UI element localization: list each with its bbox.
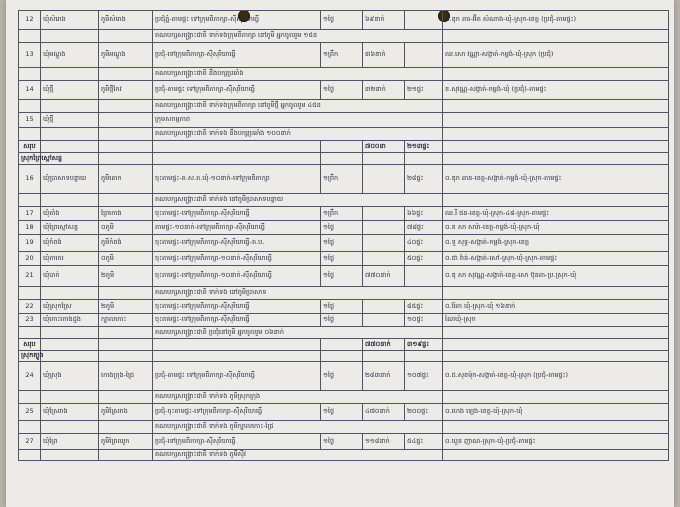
table-cell: 12 [19, 11, 41, 30]
table-cell: ១ថ្ងៃ [321, 252, 363, 266]
table-cell: ចុះតាមផ្ទះ-ទៅក្រុមពិភាក្សា-ស៊ីសុរិយាធ្វើ [153, 300, 321, 314]
table-row [19, 404, 669, 421]
table-cell [99, 391, 153, 404]
table-row [19, 252, 669, 266]
table-cell [41, 194, 99, 207]
table-cell: 17 [19, 207, 41, 221]
table-cell: ២ភូមិ [99, 300, 153, 314]
table-cell: ប្រជុំភ្នំ-តាមផ្ទះ ទៅក្រុមពិភាក្សា-ស៊ីសុរិយាធ្វើ [153, 11, 321, 30]
table-cell: ២០០ផ្ទះ [405, 404, 443, 421]
table-cell: ឃុំអណ្តូង [41, 43, 99, 68]
table-cell: គណបក្សសង្គ្រោះជាតិ ទាក់ទង នៅភូមិប្រាសាទ [153, 287, 443, 300]
table-cell: ១០៧ផ្ទះ [405, 362, 443, 391]
table-cell: ១ថ្ងៃ [321, 434, 363, 450]
table-cell: ភូមិកំពង់ [99, 235, 153, 252]
table-cell: ០.ជ.សុខម៉ុក-សង្កាត់-ខេត្ត-ឃុំ-ស្រុក (ប្រជុំ-តាមផ្ទះ) [443, 362, 669, 391]
table-row [19, 300, 669, 314]
table-row [19, 362, 669, 391]
table-cell [99, 141, 153, 153]
table-cell [363, 207, 405, 221]
table-cell: ០.រ៉ែគា ឃុំ-ស្រុក-ឃុំ ១៦នាក់ [443, 300, 669, 314]
table-row [19, 327, 669, 339]
table-cell [443, 450, 669, 461]
table-cell [41, 128, 99, 141]
table-cell [41, 287, 99, 300]
table-cell [99, 450, 153, 461]
table-cell [443, 327, 669, 339]
table-cell: ១០ផ្ទះ [405, 314, 443, 327]
table-cell: ប្រជុំ-ចុះតាមផ្ទះ-ទៅក្រុមពិភាក្សា-ស៊ីសុរិយាធ្វើ [153, 404, 321, 421]
table-cell [363, 300, 405, 314]
table-cell: កោងក្រុង-ជ្រៃ [99, 362, 153, 391]
table-cell: ចុះតាមផ្ទះ-ទៅក្រុមពិភាក្សា-ស៊ីសុរិយាធ្វើ [153, 314, 321, 327]
table-cell: ១ព្រឹក [321, 165, 363, 194]
table-cell [321, 153, 363, 165]
table-row [19, 434, 669, 450]
table-row [19, 43, 669, 68]
table-cell: ១ថ្ងៃ [321, 11, 363, 30]
table-cell [153, 141, 321, 153]
table-cell: ចុះតាមផ្ទះ-ទៅក្រុមពិភាក្សា-១០នាក់-ស៊ីសុរិយាធ្វើ [153, 266, 321, 287]
table-cell [41, 100, 99, 113]
table-cell: ឃុំព្រៃ [41, 434, 99, 450]
table-cell: ឃុំថ្មី [41, 81, 99, 100]
table-cell: 15 [19, 113, 41, 128]
table-cell: ភូមិសំរោង [99, 11, 153, 30]
table-cell: គណបក្សសង្គ្រោះជាតិ ទាក់ទង នៅភូមិប្រាសាទបន្ទាយ [153, 194, 443, 207]
table-cell [99, 30, 153, 43]
table-cell [41, 421, 99, 434]
table-cell [443, 30, 669, 43]
table-cell [443, 113, 669, 128]
table-cell: 23 [19, 314, 41, 327]
table-cell: ០ភូមិ [99, 252, 153, 266]
table-cell: 14 [19, 81, 41, 100]
table-cell: ក្បាលកោះ [99, 314, 153, 327]
table-cell [321, 351, 363, 362]
table-cell: ស្រុកត្បូង [19, 351, 41, 362]
table-cell [99, 128, 153, 141]
table-cell: ឃុំសំរោង [41, 11, 99, 30]
table-row [19, 314, 669, 327]
table-cell: ០.ឃួន ញាណ-ស្រុក-ឃុំ-ប្រជុំ-តាមផ្ទះ [443, 434, 669, 450]
table-cell: ១ថ្ងៃ [321, 266, 363, 287]
table-cell [443, 339, 669, 351]
table-cell: ឃុំស្រែរាង [41, 404, 99, 421]
table-cell: ១ថ្ងៃ [321, 221, 363, 235]
table-cell [19, 100, 41, 113]
table-cell: ០.ខ សា សារ៉ា-ខេត្ត-កម្ពង់-ឃុំ-ស្រុក-ឃុំ [443, 221, 669, 235]
table-cell: ១ព្រឹក [321, 43, 363, 68]
table-row [19, 128, 669, 141]
table-row [19, 11, 669, 30]
table-cell: ៥០ផ្ទះ [405, 252, 443, 266]
table-cell: 16 [19, 165, 41, 194]
table-cell: គណបក្សសង្គ្រោះជាតិ ប្រជុំនៅភូមិ អ្នកចូលរួម ០៦នាក់ [153, 327, 443, 339]
table-cell: ឃុំកំពង់ [41, 235, 99, 252]
table-row [19, 153, 669, 165]
table-cell [19, 327, 41, 339]
table-cell: សរុប [19, 141, 41, 153]
table-cell: ឃុំស្រុង [41, 362, 99, 391]
table-cell: 20 [19, 252, 41, 266]
table-cell: ឃុំស្រុកស្រែ [41, 300, 99, 314]
table-cell [99, 287, 153, 300]
document-sheet [6, 0, 674, 507]
table-cell: ៣២នាក់ [363, 81, 405, 100]
table-cell: ឃុំបាក់ [41, 266, 99, 287]
table-cell: ២ភូមិ [99, 266, 153, 287]
table-row [19, 68, 669, 81]
table-cell: ១ព្រឹក [321, 207, 363, 221]
table-cell: ឃុំព្រៃស្តៅសន្ទ [41, 221, 99, 235]
table-cell: គណបក្សសង្គ្រោះជាតិ ទាក់ទង នឹងបក្សប្រឆាំង ១០០នាក់ [153, 128, 443, 141]
activity-table [18, 10, 669, 461]
table-row [19, 287, 669, 300]
table-row [19, 100, 669, 113]
table-cell [99, 68, 153, 81]
table-cell: ព្រៃកោង [99, 207, 153, 221]
table-cell: ប្រជុំ-តាមផ្ទះ ទៅក្រុមពិភាក្សា-ស៊ីសុរិយាធ្វើ [153, 81, 321, 100]
table-cell: ខ.សុវណ្ណ-សង្កាត់-កម្ពង់-ឃុំ (ប្រជុំ)-តាមផ្ទះ [443, 81, 669, 100]
table-cell [405, 11, 443, 30]
table-cell [321, 141, 363, 153]
table-cell: ០.ហេង ឡេង-ខេត្ត-ឃុំ-ស្រុក-ឃុំ [443, 404, 669, 421]
table-cell [443, 68, 669, 81]
table-row [19, 165, 669, 194]
table-cell: ៦៩នាក់ [363, 11, 405, 30]
table-cell [443, 421, 669, 434]
table-cell: ក្រុមសកម្មភាព [153, 113, 443, 128]
table-cell: ៨៥ផ្ទះ [405, 300, 443, 314]
table-cell: ភូមិព្រៃឈូក [99, 434, 153, 450]
table-cell [405, 266, 443, 287]
table-cell: គណបក្សសង្គ្រោះជាតិ នឹងបក្សប្រឆាំង [153, 68, 443, 81]
table-cell [99, 327, 153, 339]
table-cell: ៧០០នា [363, 141, 405, 153]
table-cell: 25 [19, 404, 41, 421]
table-cell: ចុះតាមផ្ទះ-គ.ស.ត.ឃុំ-១០នាក់-ទៅក្រុមពិភាក្សា [153, 165, 321, 194]
table-cell [19, 421, 41, 434]
table-cell: ភូមិស្រែរាង [99, 404, 153, 421]
table-cell: ភូមិគោក [99, 165, 153, 194]
table-cell: ១១៨នាក់ [363, 434, 405, 450]
table-cell: ឃុំកោះកោងដូង [41, 314, 99, 327]
table-cell: 21 [19, 266, 41, 287]
table-cell: ០.ឌុក គារ-អ៊ីត សំណាង-ឃុំ-ស្រុក-ខេត្ត (ប្រជុំ-តាមផ្ទះ) [443, 11, 669, 30]
table-cell: 19 [19, 235, 41, 252]
table-cell: សរុប [19, 339, 41, 351]
table-cell [41, 68, 99, 81]
table-cell [99, 153, 153, 165]
table-cell [153, 351, 321, 362]
table-row [19, 351, 669, 362]
table-cell: ឈ.សោ វណ្ណា-សង្កាត់-កម្ពង់-ឃុំ-ស្រុក (ប្រជុំ) [443, 43, 669, 68]
table-cell: ២៨៣នាក់ [363, 362, 405, 391]
table-cell [19, 68, 41, 81]
table-cell [363, 235, 405, 252]
table-row [19, 30, 669, 43]
table-row [19, 450, 669, 461]
table-cell [99, 339, 153, 351]
table-cell: គណបក្សសង្គ្រោះជាតិ ទាក់ទង ភូមិស៊ីវ [153, 450, 443, 461]
table-row [19, 266, 669, 287]
table-cell: តាមផ្ទះ-១០នាក់-ទៅក្រុមពិភាក្សា-ស៊ីសុរិយាធ្វើ [153, 221, 321, 235]
table-cell [19, 450, 41, 461]
table-cell: គណបក្សសង្គ្រោះជាតិ ទាក់ទងក្រុមពិភាក្សា នៅភូមិ អ្នកចូលរួម ១៥ន [153, 30, 443, 43]
table-cell [19, 287, 41, 300]
table-cell [443, 141, 669, 153]
table-cell [405, 43, 443, 68]
table-cell [405, 153, 443, 165]
table-cell [443, 391, 669, 404]
table-cell: គណបក្សសង្គ្រោះជាតិ ទាក់ទង ភូមិស្រុកក្រុង [153, 391, 443, 404]
table-cell [443, 128, 669, 141]
table-row [19, 207, 669, 221]
table-cell [41, 339, 99, 351]
table-row [19, 391, 669, 404]
table-cell [41, 327, 99, 339]
table-cell: ឃុំថ្មី [41, 113, 99, 128]
table-cell [99, 421, 153, 434]
table-row [19, 339, 669, 351]
table-cell: ២១ផ្ទះ [405, 81, 443, 100]
table-cell [19, 391, 41, 404]
table-cell: ប្រជុំ-តាមផ្ទះ ទៅក្រុមពិភាក្សា-ស៊ីសុរិយាធ្វើ [153, 362, 321, 391]
table-cell: ១ថ្ងៃ [321, 300, 363, 314]
table-cell [19, 194, 41, 207]
table-row [19, 421, 669, 434]
table-cell [363, 314, 405, 327]
table-cell: ចុះតាមផ្ទះ-ទៅក្រុមពិភាក្សា-១០នាក់-ស៊ីសុរិយាធ្វើ [153, 252, 321, 266]
table-cell: ៦៦ផ្ទះ [405, 207, 443, 221]
table-cell [321, 339, 363, 351]
table-cell: 24 [19, 362, 41, 391]
table-cell [19, 30, 41, 43]
table-cell: ២១៣ផ្ទះ [405, 141, 443, 153]
table-cell: 18 [19, 221, 41, 235]
table-cell [443, 194, 669, 207]
table-cell: 27 [19, 434, 41, 450]
table-cell: ១ថ្ងៃ [321, 314, 363, 327]
table-cell [153, 339, 321, 351]
table-cell [99, 351, 153, 362]
table-cell [41, 351, 99, 362]
table-cell: ០.ឌុ សា សុវណ្ណ-សង្កាត់-ខេត្ត-សោ ប៊ុនគា-ប្រ.ស្រុក-ឃុំ [443, 266, 669, 287]
table-row [19, 221, 669, 235]
table-cell: ០.ជា វ៉ាន់-សង្កាត់-សៅ-ស្រុក-ឃុំ-ស្រុក-តាមផ្ទះ [443, 252, 669, 266]
table-cell: ០.ទូ សុទ្ធ-សង្កាត់-កម្ពង់-ស្រុក-ខេត្ត [443, 235, 669, 252]
table-cell [363, 351, 405, 362]
table-cell [443, 100, 669, 113]
table-cell: ១ថ្ងៃ [321, 235, 363, 252]
table-cell: 22 [19, 300, 41, 314]
table-cell: ឃុំប្រាសាទបន្ទាយ [41, 165, 99, 194]
table-cell: ចុះតាមផ្ទះ-ទៅក្រុមពិភាក្សា-ស៊ីសុរិយាធ្វើ [153, 207, 321, 221]
table-cell [19, 128, 41, 141]
table-cell: ០ភូមិ [99, 221, 153, 235]
table-cell: ៣៦នាក់ [363, 43, 405, 68]
table-cell: ស្រុកព្រៃស្តៅសន្ទ [19, 153, 41, 165]
table-cell: ចុះតាមផ្ទះ-ទៅក្រុមពិភាក្សា-ស៊ីសុរិយាធ្វើ-គ.ប. [153, 235, 321, 252]
table-cell [41, 141, 99, 153]
table-cell: ១ថ្ងៃ [321, 362, 363, 391]
table-cell [363, 252, 405, 266]
table-row [19, 141, 669, 153]
table-cell: ៤០ផ្ទះ [405, 235, 443, 252]
table-cell [99, 113, 153, 128]
table-cell: ភូមិអណ្តូង [99, 43, 153, 68]
table-row [19, 235, 669, 252]
table-cell [99, 194, 153, 207]
table-cell: ១ថ្ងៃ [321, 81, 363, 100]
table-cell [363, 165, 405, 194]
table-cell: ២៨ផ្ទះ [405, 165, 443, 194]
table-cell: 13 [19, 43, 41, 68]
table-cell: ឃុំតាំង [41, 207, 99, 221]
table-cell: ១ថ្ងៃ [321, 404, 363, 421]
table-cell: ៧៨ផ្ទះ [405, 221, 443, 235]
table-cell: ៧៧០នាក់ [363, 339, 405, 351]
table-cell [153, 153, 321, 165]
table-cell: ប្រជុំ-ទៅក្រុមពិភាក្សា-ស៊ីសុរិយាធ្វើ [153, 43, 321, 68]
table-cell [363, 153, 405, 165]
table-cell: ប្រជុំ-ទៅក្រុមពិភាក្សា-ស៊ីសុរិយាធ្វើ [153, 434, 321, 450]
table-cell [443, 153, 669, 165]
table-cell: ៤៧០នាក់ [363, 404, 405, 421]
table-cell: ៥៤ផ្ទះ [405, 434, 443, 450]
table-cell [41, 450, 99, 461]
table-cell [405, 351, 443, 362]
table-cell: ណៃឃុំ-ស្រុក [443, 314, 669, 327]
table-cell [443, 287, 669, 300]
table-cell [363, 221, 405, 235]
table-cell: ឈ.រី ផន-ខេត្ត-ឃុំ-ស្រុក-៤៨-ស្រុក-តាមផ្ទះ [443, 207, 669, 221]
table-cell [443, 351, 669, 362]
table-cell: ៣១៩ផ្ទះ [405, 339, 443, 351]
table-cell: គណបក្សសង្គ្រោះជាតិ ទាក់ទងក្រុមពិភាក្សា នៅភូមិថ្មី អ្នកចូលរួម ៤៥ន [153, 100, 443, 113]
table-row [19, 113, 669, 128]
table-row [19, 81, 669, 100]
table-cell [41, 391, 99, 404]
table-cell: ៧៧០នាក់ [363, 266, 405, 287]
table-cell: គណបក្សសង្គ្រោះជាតិ ទាក់ទង ភូមិក្បាលកោះ-ជ្រៃ [153, 421, 443, 434]
table-row [19, 194, 669, 207]
table-cell [99, 100, 153, 113]
table-cell: ភូមិថ្មីកែវ [99, 81, 153, 100]
table-cell: ០.ឌុក ឆាន-ខេត្ត-សង្កាត់-កម្ពង់-ឃុំ-ស្រុក-តាមផ្ទះ [443, 165, 669, 194]
table-cell [41, 30, 99, 43]
table-cell: ឃុំតាកេរ [41, 252, 99, 266]
